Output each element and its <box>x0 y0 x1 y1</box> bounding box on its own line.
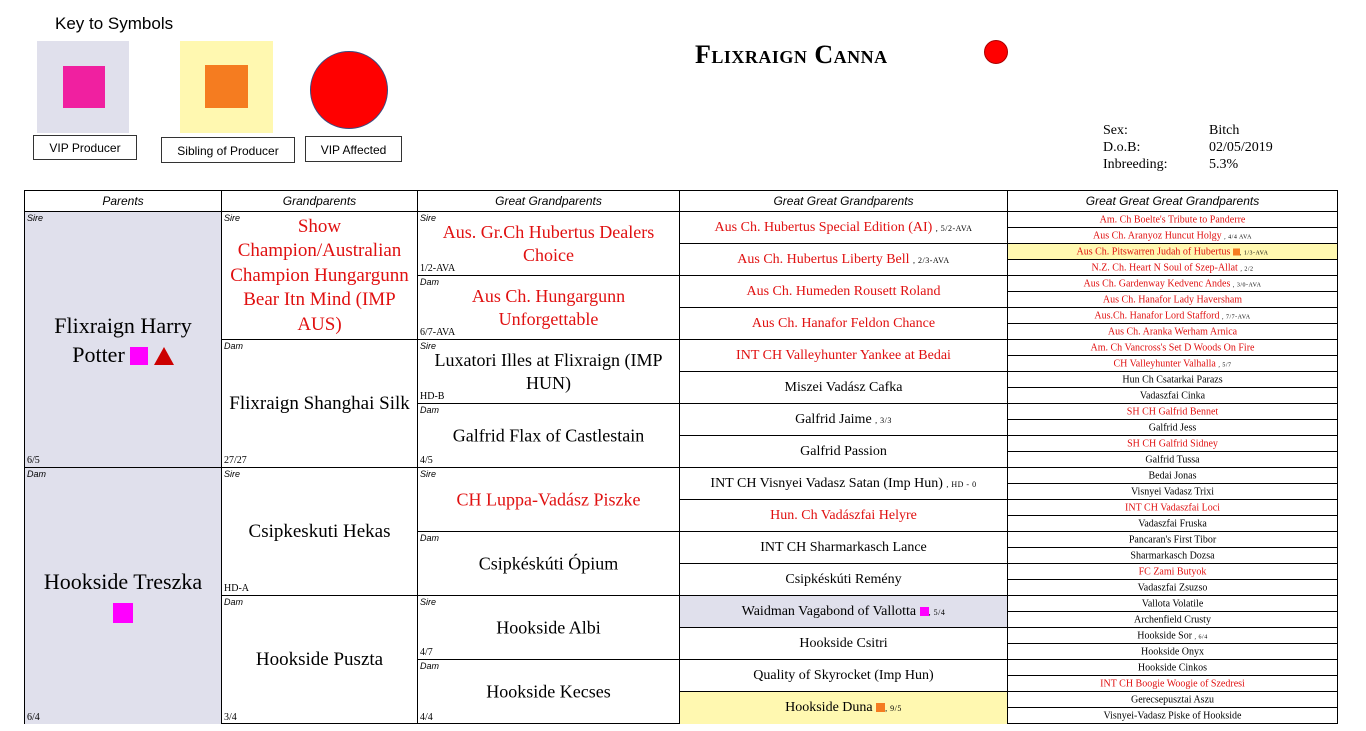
ggp-cell <box>418 660 680 724</box>
health-note: 6/7-AVA <box>420 327 456 338</box>
health-note: 4/4 <box>420 712 433 723</box>
dog-name <box>680 252 1007 268</box>
dob-value: 02/05/2019 <box>1209 140 1273 155</box>
gggp-cell <box>680 500 1008 532</box>
affected-dot-icon <box>984 40 1008 64</box>
ggggp-cell <box>1008 484 1337 500</box>
dog-name: Aus Ch. Aranka Werham Arnica <box>1107 326 1238 337</box>
dog-name: Hun. Ch Vadászfai Helyre <box>770 507 917 523</box>
dog-name: Archenfield Crusty <box>1134 614 1211 625</box>
ggggp-cell <box>1008 324 1337 340</box>
dog-name: Vadaszfai Cinka <box>1139 390 1206 401</box>
ggp-cell <box>418 404 680 468</box>
dog-name <box>1008 278 1337 289</box>
ggggp-cell <box>1008 388 1337 404</box>
dog-info <box>1103 122 1273 173</box>
gggp-cell <box>680 628 1008 660</box>
magenta-square-icon <box>63 66 105 108</box>
dog-name <box>680 604 1007 620</box>
sibling-icon <box>1233 248 1240 255</box>
header-parents: Parents <box>25 191 222 212</box>
red-triangle-icon <box>154 347 174 365</box>
health-note: HD-B <box>420 391 445 402</box>
dog-name: Aus Ch. Aranyoz Huncut Holgy <box>1093 230 1222 241</box>
gggp-cell <box>680 244 1008 276</box>
dog-name: CH Valleyhunter Valhalla <box>1113 358 1216 369</box>
gggp-cell <box>680 276 1008 308</box>
ggggp-cell <box>1008 676 1337 692</box>
gp-cell <box>222 340 418 468</box>
header-great-grandparents: Great Grandparents <box>418 191 680 212</box>
dog-name: Galfrid Jaime <box>795 411 872 427</box>
gggp-cell <box>680 564 1008 596</box>
vip-producer-icon <box>113 603 133 623</box>
ggp-cell <box>418 276 680 340</box>
dog-name: Miszei Vadász Cafka <box>784 379 903 395</box>
gp-cell <box>222 468 418 596</box>
gp-name: Flixraign Shanghai Silk <box>229 392 410 414</box>
ggp-cell <box>418 340 680 404</box>
gggp-cell <box>680 436 1008 468</box>
sire-cell <box>25 212 222 468</box>
score-note: , 6/4 <box>1194 634 1208 640</box>
dog-name: Visnyei Vadasz Trixi <box>1130 486 1215 497</box>
ggggp-cell <box>1008 404 1337 420</box>
role-label: Sire <box>224 469 241 479</box>
vip-producer-swatch <box>37 41 129 133</box>
dog-name <box>680 412 1007 428</box>
dog-name: Hookside Csitri <box>799 635 888 651</box>
pedigree-table <box>24 190 1338 724</box>
dog-name: Aus.Ch. Hanafor Lord Stafford <box>1094 310 1220 321</box>
dog-name: Hun Ch Csatarkai Parazs <box>1122 374 1223 385</box>
ggggp-cell <box>1008 340 1337 356</box>
gggp-cell <box>680 340 1008 372</box>
role-label: Dam <box>224 597 244 607</box>
ggggp-cell <box>1008 308 1337 324</box>
vip-affected-label: VIP Affected <box>305 136 402 162</box>
ggp-cell <box>418 468 680 532</box>
dog-name: Aus Ch. Hanafor Feldon Chance <box>751 315 936 331</box>
header-ggg-grandparents: Great Great Great Grandparents <box>1008 191 1337 212</box>
ggggp-cell <box>1008 692 1337 708</box>
ggggp-cell <box>1008 356 1337 372</box>
score-note: , 3/0-AVA <box>1232 282 1262 288</box>
ggggp-cell <box>1008 212 1337 228</box>
dog-name: SH CH Galfrid Sidney <box>1127 438 1218 449</box>
dam-note: 6/4 <box>27 712 40 723</box>
red-circle-icon <box>310 51 388 129</box>
dog-name: Galfrid Tussa <box>1145 454 1200 465</box>
sibling-swatch <box>180 41 273 133</box>
dam-cell <box>25 468 222 724</box>
dog-name <box>1008 310 1337 321</box>
health-note: 27/27 <box>224 455 247 466</box>
dog-name: Quality of Skyrocket (Imp Hun) <box>753 667 934 683</box>
dog-name <box>680 220 1007 236</box>
dog-name: INT CH Boogie Woogie of Szedresi <box>1100 678 1245 689</box>
health-note: 4/7 <box>420 647 433 658</box>
inbreeding-value: 5.3% <box>1209 157 1239 172</box>
dog-name: Aus Ch. Hubertus Special Edition (AI) <box>714 219 933 235</box>
gggp-cell <box>680 532 1008 564</box>
dog-name: Visnyei-Vadasz Piske of Hookside <box>1103 710 1242 722</box>
ggp-cell <box>418 532 680 596</box>
dog-name: INT CH Valleyhunter Yankee at Bedai <box>736 347 951 363</box>
dog-name: Vadaszfai Zsuzso <box>1137 582 1208 593</box>
dog-name: Aus Ch. Hungargunn Unforgettable <box>471 285 626 329</box>
dam-role: Dam <box>27 469 47 479</box>
dog-name: Pancaran's First Tibor <box>1128 534 1217 545</box>
sex-value: Bitch <box>1209 123 1240 138</box>
vip-producer-label: VIP Producer <box>33 135 137 160</box>
dog-name: Am. Ch Vancross's Set D Woods On Fire <box>1090 342 1255 353</box>
dog-name: Aus Ch. Pitswarren Judah of Hubertus <box>1076 246 1231 257</box>
gggp-cell <box>680 212 1008 244</box>
dog-name: INT CH Sharmarkasch Lance <box>760 539 927 555</box>
dog-name <box>1008 358 1337 369</box>
ggggp-cell <box>1008 244 1337 260</box>
sire-name <box>25 311 221 369</box>
health-note: 1/2-AVA <box>420 263 456 274</box>
ggggp-cell <box>1008 276 1337 292</box>
score-note: , 5/4 <box>928 607 946 617</box>
health-note: 4/5 <box>420 455 433 466</box>
ggggp-cell <box>1008 644 1337 660</box>
gp-cell <box>222 212 418 340</box>
gggp-cell <box>680 692 1008 724</box>
sibling-label: Sibling of Producer <box>161 137 295 163</box>
page-title: Flixraign Canna <box>695 40 888 69</box>
orange-square-icon <box>205 65 248 108</box>
sibling-icon <box>876 703 885 712</box>
dog-name: Aus Ch. Humeden Rousett Roland <box>746 283 941 299</box>
ggp-cell <box>418 596 680 660</box>
ggggp-cell <box>1008 500 1337 516</box>
ggggp-cell <box>1008 292 1337 308</box>
score-note: , HD - 0 <box>946 479 977 489</box>
ggggp-cell <box>1008 660 1337 676</box>
ggggp-cell <box>1008 596 1337 612</box>
dog-name: N.Z. Ch. Heart N Soul of Szep-Allat <box>1091 262 1238 273</box>
score-note: , 7/7-AVA <box>1221 314 1251 320</box>
score-note: , 3/3 <box>875 415 892 425</box>
vip-producer-icon <box>130 347 148 365</box>
gggp-cell <box>680 596 1008 628</box>
score-note: , 1/3-AVA <box>1239 250 1269 256</box>
health-note: HD-A <box>224 583 249 594</box>
dog-name: Hookside Kecses <box>486 681 611 702</box>
dog-name: Hookside Cinkos <box>1137 662 1208 673</box>
gggp-cell <box>680 660 1008 692</box>
gp-cell <box>222 596 418 724</box>
dog-name: Hookside Onyx <box>1140 646 1205 657</box>
dam-name <box>25 567 221 625</box>
ggggp-cell <box>1008 564 1337 580</box>
dam-name-text: Hookside Treszka <box>43 569 203 594</box>
gggp-cell <box>680 308 1008 340</box>
dog-name: Bedai Jonas <box>1148 470 1197 481</box>
ggggp-cell <box>1008 548 1337 564</box>
ggggp-cell <box>1008 468 1337 484</box>
ggggp-cell <box>1008 228 1337 244</box>
dog-name: Vallota Volatile <box>1141 598 1204 609</box>
dog-name <box>1008 246 1337 257</box>
role-label: Sire <box>420 597 437 607</box>
dog-name: Vadaszfai Fruska <box>1138 518 1207 529</box>
dog-name: Csipkéskúti Ópium <box>478 553 619 573</box>
dog-name <box>680 700 1007 716</box>
role-label: Dam <box>420 277 440 287</box>
role-label: Sire <box>420 213 437 223</box>
dog-name <box>1008 630 1337 641</box>
ggggp-cell <box>1008 260 1337 276</box>
role-label: Dam <box>420 405 440 415</box>
ggggp-cell <box>1008 516 1337 532</box>
vip-producer-icon <box>920 607 929 616</box>
score-note: , 5/7 <box>1218 362 1232 368</box>
ggggp-cell <box>1008 532 1337 548</box>
dog-name: Aus. Gr.Ch Hubertus Dealers Choice <box>442 221 655 265</box>
ggggp-column <box>1008 212 1337 724</box>
dog-name: INT CH Vadaszfai Loci <box>1125 502 1220 513</box>
gp-name: Hookside Puszta <box>255 649 384 670</box>
dob-label: D.o.B: <box>1103 140 1141 155</box>
key-title: Key to Symbols <box>55 14 174 33</box>
ggp-cell <box>418 212 680 276</box>
dog-name: Galfrid Jess <box>1148 422 1197 433</box>
dog-name: SH CH Galfrid Bennet <box>1126 406 1219 417</box>
dog-name <box>1008 230 1337 241</box>
health-note: 3/4 <box>224 712 237 723</box>
dog-name: INT CH Visnyei Vadasz Satan (Imp Hun) <box>710 475 943 491</box>
score-note: , 2/2 <box>1240 266 1254 272</box>
ggggp-cell <box>1008 436 1337 452</box>
dog-name: Galfrid Passion <box>800 443 887 459</box>
role-label: Sire <box>420 341 437 351</box>
dog-name: Hookside Sor <box>1137 630 1193 641</box>
dog-name: Gerecsepusztai Aszu <box>1130 694 1215 705</box>
sire-role: Sire <box>27 213 44 223</box>
role-label: Dam <box>224 341 244 351</box>
gggp-cell <box>680 468 1008 500</box>
role-label: Dam <box>420 661 440 671</box>
ggggp-cell <box>1008 372 1337 388</box>
sire-name-text: Flixraign Harry Potter <box>54 312 192 367</box>
header-grandparents: Grandparents <box>222 191 418 212</box>
sex-label: Sex: <box>1103 123 1128 138</box>
dog-name: FC Zami Butyok <box>1138 566 1207 577</box>
dog-name <box>1008 262 1337 273</box>
ggggp-cell <box>1008 452 1337 468</box>
ggggp-cell <box>1008 612 1337 628</box>
inbreeding-label: Inbreeding: <box>1103 157 1168 172</box>
score-note: , 2/3-AVA <box>913 255 950 265</box>
dog-name: Aus Ch. Hubertus Liberty Bell <box>737 251 910 267</box>
dog-name: Sharmarkasch Dozsa <box>1130 550 1215 561</box>
gp-name: Csipkeskuti Hekas <box>248 520 391 542</box>
ggggp-cell <box>1008 420 1337 436</box>
gggp-cell <box>680 372 1008 404</box>
dog-name: Csipkéskúti Remény <box>785 571 902 587</box>
dog-name: Waidman Vagabond of Vallotta <box>741 603 917 619</box>
gp-name: Show Champion/Australian Champion Hungargunn Bear Itn Mind (IMP AUS) <box>230 215 409 335</box>
header-gg-grandparents: Great Great Grandparents <box>680 191 1008 212</box>
dog-name: Luxatori Illes at Flixraign (IMP HUN) <box>434 349 663 393</box>
dog-name: Hookside Albi <box>496 617 601 637</box>
ggggp-cell <box>1008 628 1337 644</box>
score-note: , 5/2-AVA <box>935 223 973 233</box>
dog-name: Aus Ch. Hanafor Lady Haversham <box>1102 294 1243 305</box>
dog-name <box>680 476 1007 492</box>
ggggp-cell <box>1008 708 1337 724</box>
gggp-cell <box>680 404 1008 436</box>
dog-name: CH Luppa-Vadász Piszke <box>456 489 641 509</box>
role-label: Sire <box>224 213 241 223</box>
score-note: , 4/4 AVA <box>1224 234 1252 240</box>
dog-name: Galfrid Flax of Castlestain <box>452 425 645 445</box>
role-label: Dam <box>420 533 440 543</box>
dog-name: Hookside Duna <box>785 700 873 715</box>
dog-name: Aus Ch. Gardenway Kedvenc Andes <box>1083 278 1231 289</box>
sire-note: 6/5 <box>27 455 40 466</box>
dog-name: Am. Ch Boelte's Tribute to Panderre <box>1099 214 1246 225</box>
score-note: , 9/5 <box>885 704 902 713</box>
role-label: Sire <box>420 469 437 479</box>
ggggp-cell <box>1008 580 1337 596</box>
